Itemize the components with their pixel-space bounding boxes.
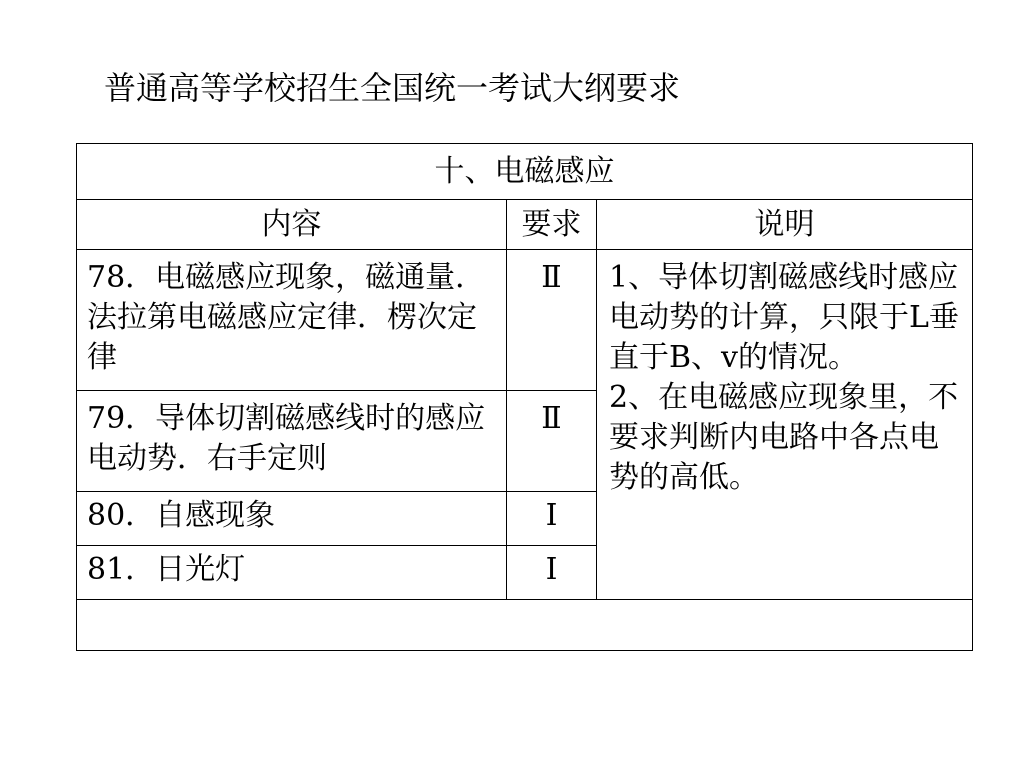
header-row	[77, 200, 973, 250]
row-content: 79．导体切割磁感线时的感应电动势．右手定则	[77, 391, 507, 492]
syllabus-table	[76, 143, 973, 651]
notes-text: 1、导体切割磁感线时感应电动势的计算，只限于L垂直于B、v的情况。 2、在电磁感应现象里，不要求判断内电路中各点电势的高低。	[609, 260, 959, 495]
header-content: 内容	[77, 200, 507, 250]
empty-cell	[77, 600, 973, 651]
row-level: Ⅰ	[507, 546, 597, 600]
section-title: 十、电磁感应	[77, 144, 973, 200]
empty-row	[77, 600, 973, 651]
row-level: Ⅰ	[507, 492, 597, 546]
header-notes: 说明	[597, 200, 973, 250]
row-level: Ⅱ	[507, 250, 597, 391]
table-row	[77, 250, 973, 391]
row-content: 80．自感现象	[77, 492, 507, 546]
row-content: 81．日光灯	[77, 546, 507, 600]
section-row	[77, 144, 973, 200]
header-requirement: 要求	[507, 200, 597, 250]
page-title: 普通高等学校招生全国统一考试大纲要求	[104, 69, 681, 107]
notes-cell	[597, 250, 973, 600]
row-level: Ⅱ	[507, 391, 597, 492]
row-content: 78．电磁感应现象，磁通量．法拉第电磁感应定律．楞次定律	[77, 250, 507, 391]
